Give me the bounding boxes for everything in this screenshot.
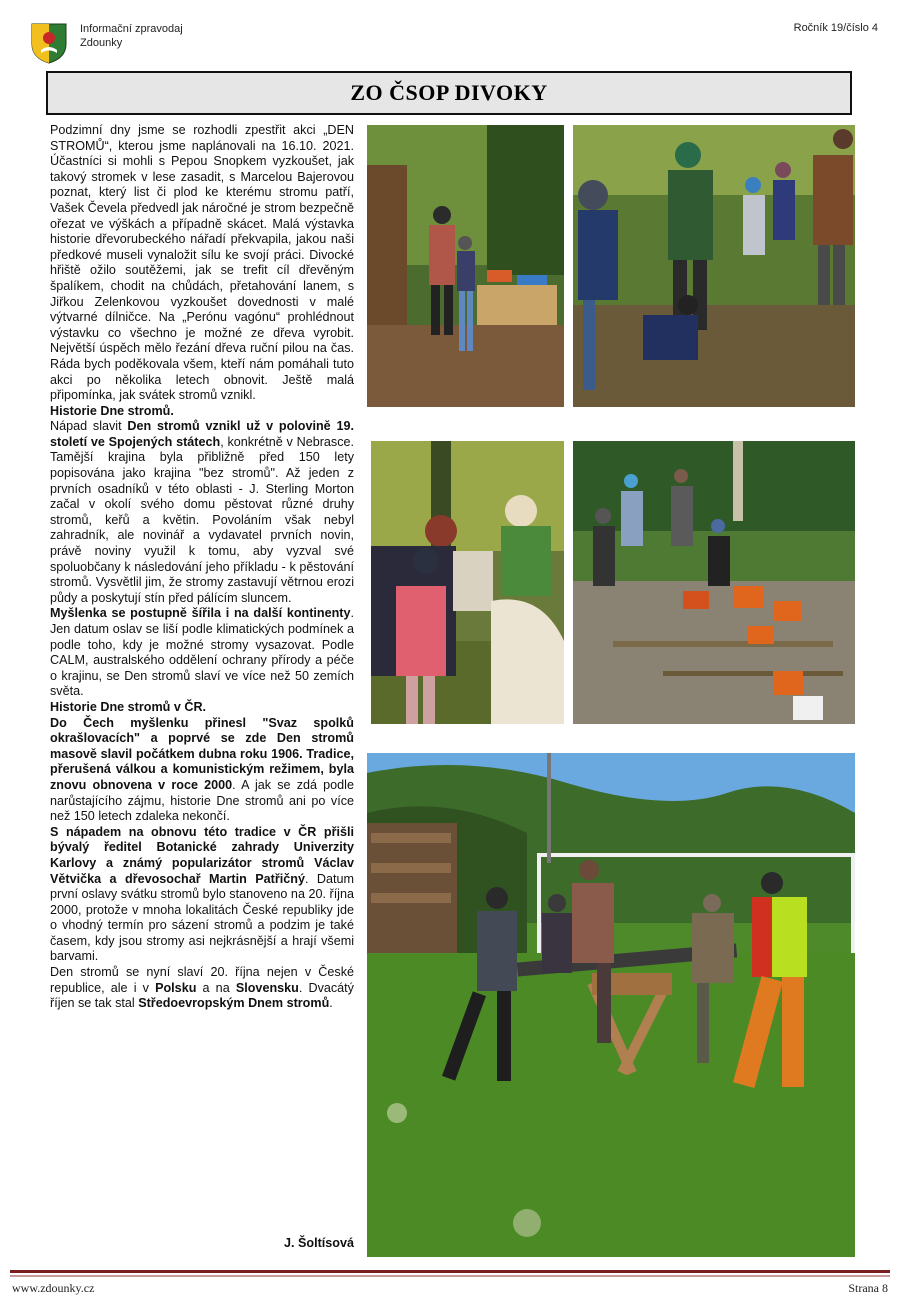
text-run-bold: S nápadem na obnovu této tradice v ČR přišli bývalý ředitel Botanické zahrady Univerzity Karlovy a známý popularizátor stromů Václav Větvička a dřevosochař Martin Patřičný — [50, 824, 354, 886]
text-run-bold: Do Čech myšlenku přinesl "Svaz spolků okrašlovacích" a poprvé se zde Den stromů masově slavil počátkem dubna roku 1906. Tradice, přerušená válkou a komunistickým režimem, byla znovu obnovena v roce 2000 — [50, 715, 354, 792]
text-run: . Datum první oslavy svátku stromů bylo stanoveno na 20. října 2000, protože v mnoha lokalitách České republiky jde o vhodný termín pro sázení stromů a podzim je také časem, kdy jsou stromy asi nejkrásnější a hrají všemi barvami. — [50, 871, 355, 964]
text-run-bold: Polsku — [155, 980, 197, 995]
publication-line2: Zdounky — [80, 37, 123, 49]
publication-name — [80, 22, 183, 50]
paragraph-czech — [50, 716, 354, 825]
photo-tool-exhibition — [367, 125, 564, 407]
text-run: . — [329, 996, 333, 1011]
issue-number: Ročník 19/číslo 4 — [793, 22, 878, 34]
photo-wood-sawing — [367, 753, 855, 1257]
photo-chainsaw-display — [573, 441, 855, 724]
article-column — [50, 123, 354, 1012]
photo-crafts-workshop — [371, 441, 564, 724]
heading-history: Historie Dne stromů. — [50, 403, 174, 418]
paragraph-continents — [50, 606, 354, 700]
text-run-bold: Den stromů vznikl už v polovině 19. století ve Spojených státech — [50, 419, 354, 449]
zdounky-crest-icon — [30, 22, 68, 64]
paragraph-renewal — [50, 825, 354, 965]
paragraph-central-europe — [50, 965, 354, 1012]
heading-history-cr: Historie Dne stromů v ČR. — [50, 699, 207, 714]
text-run: . A jak se zdá podle narůstajícího zájmu, historie Dne stromů ani po více než 150 letech zdaleka nekončí. — [50, 777, 354, 824]
page-header — [30, 18, 880, 68]
text-run-bold: Myšlenka se postupně šířila i na další kontinenty — [50, 606, 351, 621]
text-run: Den stromů se nyní slaví 20. října nejen v České republice, ale i v — [50, 965, 354, 995]
text-run: , konkrétně v Nebrasce. Tamější krajina byla přibližně před 150 lety popisována jako krajina "bez stromů". Až jeden z prvních osadníků v této oblasti - J. Sterling Morton začal v okolí svého domu pěstovat různé druhy stromů, keřů a květin. Povoláním však nebyl zahradník, ale novinář a vydavatel prvních novin, právě noviny využil k tomu, aby vyzval své spoluobčany k následování jeho příkladu - k pěstování stromů. Vysvětlil jim, že stromy zastavují větrnou erozi půdy a poskytují stín před pálícím sluncem. — [50, 434, 354, 605]
title-box — [46, 71, 852, 115]
text-run-bold: Středoevropským Dnem stromů — [138, 996, 330, 1011]
text-run-bold: Slovensku — [235, 980, 299, 995]
footer-divider — [10, 1270, 890, 1273]
article-author: J. Šoltísová — [284, 1236, 354, 1250]
page-number: Strana 8 — [848, 1281, 888, 1295]
paragraph-intro: Podzimní dny jsme se rozhodli zpestřit akci „DEN STROMŮ“, kterou jsme naplánovali na 16.10. 2021. Účastníci si mohli s Pepou Snopkem vyzkoušet, jak takový stromek v lese zasadit, s Marcelou Bajerovou poznat, který list či plod ke kterému stromu patří, Vašek Čevela předvedl jak náročné je strom bezpečně ořezat ve výškách a případně skácet. Malá výstavka historie dřevorubeckého nářadí překvapila, jakou naši předkové museli vynaložit sílu ke svojí práci. Divocké hřiště ožilo soutěžemi, jak se trefit cíl dřevěným špalíkem, chodit na chůdách, přetahování lanem, s Jiřkou Zelenkovou vyzkoušet dovednosti v malé výtvarné dílničce. Na „Perónu vagónu“ prohlédnout výstavku co všechno je možné ze dřeva vyrobit. Největší úspěch mělo řezání dřeva ruční pilou na čas. Ráda bych poděkovala všem, kteří nám pomáhali tuto akci po několika letech obnovit. Ještě malá připomínka, jak svátek stromů vznikl. — [50, 123, 354, 403]
text-run: . Dvacátý říjen se tak stal — [50, 980, 354, 1011]
page-title: ZO ČSOP DIVOKY — [350, 80, 548, 105]
footer-divider-light — [10, 1275, 890, 1277]
paragraph-history — [50, 419, 354, 606]
text-run: . Jen datum oslav se liší podle klimatických podmínek a podle toho, kdy je možné stromy vysazovat. Podle CALM, australského oddělení ochrany přírody a péče o krajinu, se Den stromů slaví ve více než 50 zemích světa. — [50, 606, 354, 699]
text-run: Nápad slavit — [50, 419, 128, 434]
publication-line1: Informační zpravodaj — [80, 23, 183, 35]
photo-tree-planting — [573, 125, 855, 407]
footer-website-link[interactable]: www.zdounky.cz — [12, 1281, 95, 1295]
text-run: a na — [196, 980, 236, 995]
